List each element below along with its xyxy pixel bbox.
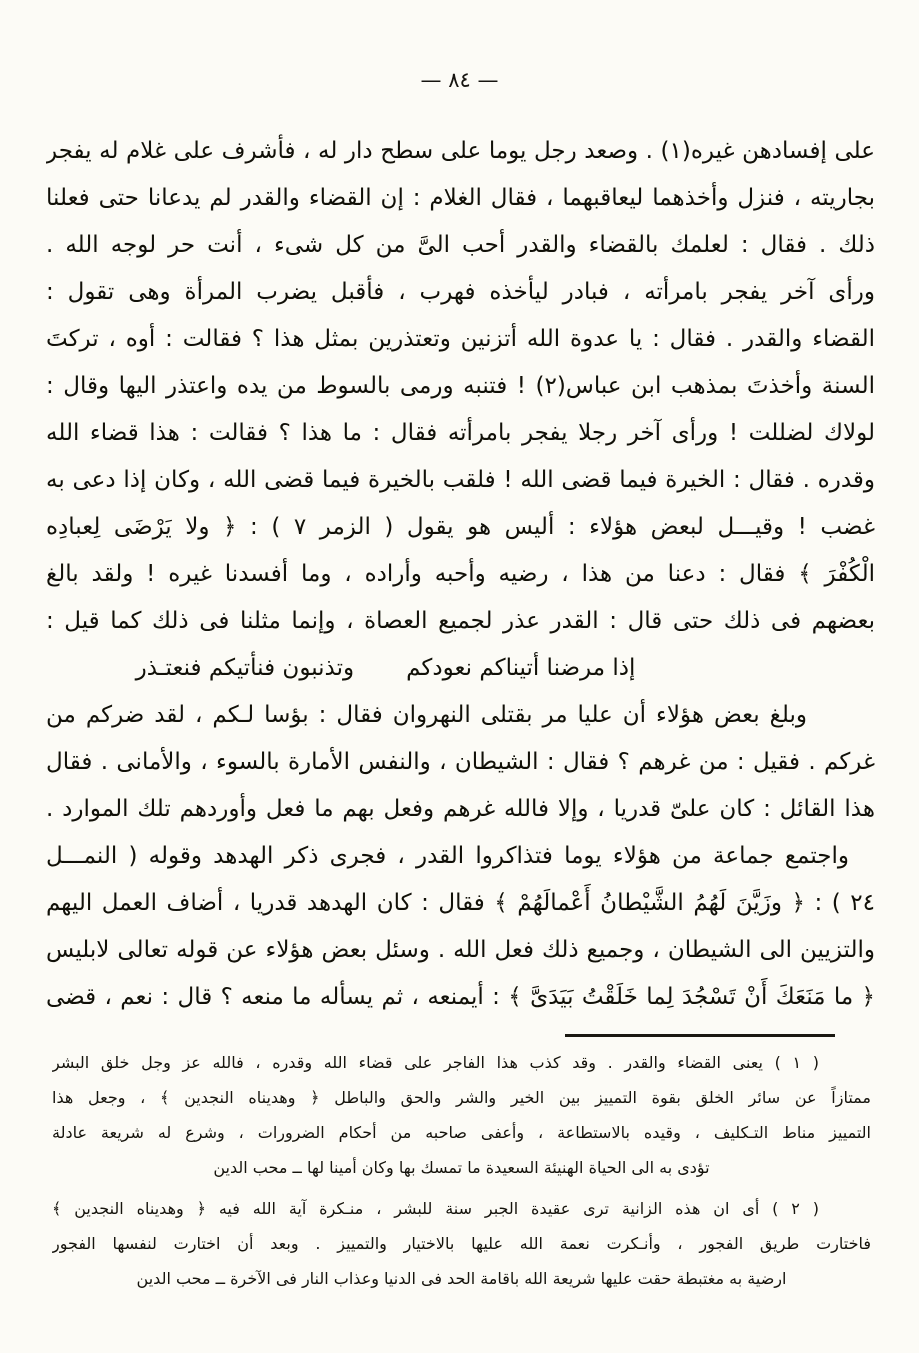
verse-line	[46, 645, 875, 692]
verse-second-hemistich: وتذنبون فنأتيكم فنعتـذر	[135, 655, 355, 681]
body-line: ﴿ ما مَنَعَكَ أَنْ تَسْجُدَ لِما خَلَقْتُ بَيَدَىَّ ﴾ : أيمنعه ، ثم يسأله ما منعه ؟ قال : نعم ، قضى	[46, 984, 875, 1010]
body-line: ورأى آخر يفجر بامرأته ، فبادر ليأخذه فهرب ، فأقبل يضرب المرأة وهى تقول :	[46, 279, 875, 305]
body-line-paragraph-start: واجتمع جماعة من هؤلاء يوما فتذاكروا القدر ، فجرى ذكر الهدهد وقوله ( النمـــل	[46, 843, 849, 869]
footnotes-section	[52, 1045, 871, 1296]
body-line: غضب ! وقيـــل لبعض هؤلاء : أليس هو يقول ( الزمر ٧ ) : ﴿ ولا يَرْضَى لِعبادِه	[46, 514, 875, 540]
body-line: بجاريته ، فنزل وأخذهما ليعاقبهما ، فقال الغلام : إن القضاء والقدر لم يدعانا حتى فعلنا	[46, 185, 875, 211]
footnote-2-line: ارضية به مغتبطة حقت عليها شريعة الله باقامة الحد فى الدنيا وعذاب النار فى الآخرة ــ محب الدين	[136, 1269, 787, 1288]
footnote-2-line: ( ٢ ) أى ان هذه الزانية ترى عقيدة الجبر سنة للبشر ، منـكرة آية الله فيه ﴿ وهديناه النجدين ﴾	[52, 1199, 820, 1218]
body-line: القضاء والقدر . فقال : يا عدوة الله أتزنين وتعتذرين بمثل هذا ؟ فقالت : أوه ، تركتَ	[46, 326, 875, 352]
footnote-1-line: التمييز مناط التـكليف ، وقيده بالاستطاعة ، وأعفى صاحبه من أحكام الضرورات ، وشرع له شريعة عادلة	[52, 1123, 871, 1142]
body-line: هذا القائل : كان علىّ قدريا ، وإلا فالله غرهم وفعل بهم ما فعل وأوردهم تلك الموارد .	[46, 796, 875, 822]
page-number: — ٨٤ —	[420, 68, 499, 92]
body-line: وقدره . فقال : الخيرة فيما قضى الله ! فلقب بالخيرة فيما قضى الله ، وكان إذا دعى به	[46, 467, 875, 493]
body-text	[46, 128, 875, 1021]
footnote-2-line: فاختارت طريق الفجور ، وأنـكرت نعمة الله عليها بالاختيار والتمييز . وبعد أن اختارت لنفسها الفجور	[52, 1234, 871, 1253]
body-line: على إفسادهن غيره(١) . وصعد رجل يوما على سطح دار له ، فأشرف على غلام له يفجر	[46, 138, 875, 164]
body-line-paragraph-start: وبلغ بعض هؤلاء أن عليا مر بقتلى النهروان فقال : بؤسا لـكم ، لقد ضركم من	[46, 702, 807, 728]
footnote-1-line: ممتازاً عن سائر الخلق بقوة التمييز بين الخير والشر والحق والباطل ﴿ وهديناه النجدين ﴾ ، وجعل هذا	[52, 1088, 871, 1107]
body-line: ذلك . فقال : لعلمك بالقضاء والقدر أحب الىَّ من كل شىء ، أنت حر لوجه الله .	[46, 232, 875, 258]
body-line: غركم . فقيل : من غرهم ؟ فقال : الشيطان ، والنفس الأمارة بالسوء ، والأمانى . فقال	[46, 749, 875, 775]
footnote-separator-rule	[565, 1034, 835, 1037]
footnote-1-line: ( ١ ) يعنى القضاء والقدر . وقد كذب هذا الفاجر على قضاء الله وقدره ، فالله عز وجل خلق البشر	[52, 1053, 819, 1072]
footnote-1-line: تؤدى به الى الحياة الهنيئة السعيدة ما تمسك بها وكان أمينا لها ــ محب الدين	[213, 1158, 710, 1177]
body-line: الْكُفْرَ ﴾ فقال : دعنا من هذا ، رضيه وأحبه وأراده ، وما أفسدنا غيره ! ولقد بالغ	[46, 561, 875, 587]
body-line: بعضهم فى ذلك حتى قال : القدر عذر لجميع العصاة ، وإنما مثلنا فى ذلك كما قيل :	[46, 608, 875, 634]
body-line: لولاك لضللت ! ورأى آخر رجلا يفجر بامرأته فقال : ما هذا ؟ فقالت : هذا قضاء الله	[46, 420, 875, 446]
body-line: السنة وأخذتَ بمذهب ابن عباس(٢) ! فتنبه ورمى بالسوط من يده واعتذر اليها وقال :	[46, 373, 875, 399]
verse-first-hemistich: إذا مرضنا أتيناكم نعودكم	[406, 655, 636, 681]
body-line: ٢٤ ) : ﴿ وزَيَّنَ لَهُمُ الشَّيْطانُ أَعْمالَهُمْ ﴾ فقال : كان الهدهد قدريا ، أضاف العمل اليهم	[46, 890, 875, 916]
body-line: والتزيين الى الشيطان ، وجميع ذلك فعل الله . وسئل بعض هؤلاء عن قوله تعالى لابليس	[46, 937, 875, 963]
